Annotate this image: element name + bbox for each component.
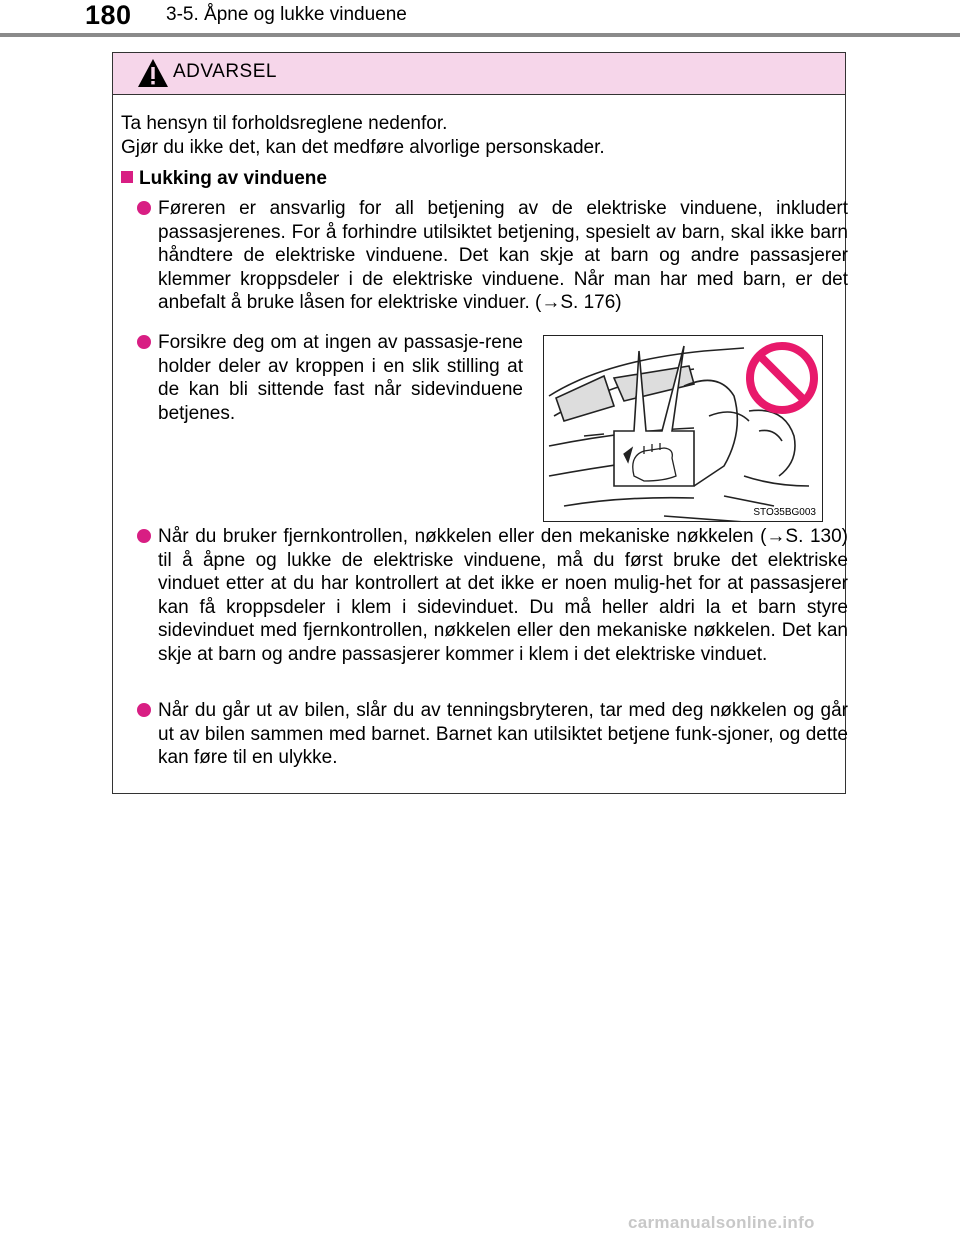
bullet-dot-icon bbox=[137, 703, 151, 717]
page-header bbox=[0, 0, 960, 40]
warning-title: ADVARSEL bbox=[173, 61, 277, 82]
bullet-text: Forsikre deg om at ingen av passasje-rene holder deler av kroppen i en slik stilling at de kan bli sittende fast når sidevinduene betjenes. bbox=[158, 332, 523, 424]
bullet-dot-icon bbox=[137, 335, 151, 349]
bullet-text: Når du bruker fjernkontrollen, nøkkelen eller den mekaniske nøkkelen (→S. 130) til å åpne og lukke de elektriske vinduene, må du først bruke det elektriske vinduet etter at du har kontrollert at det ikke er noen mulig-het for at passasjerer kan få kroppsdeler i klem i sidevinduet. Du må heller aldri la et barn styre sidevinduet med fjernkontrollen, nøkkelen eller den mekaniske nøkkelen. Det kan skje at barn og andre passasjerer kommer i klem i det elektriske vinduet. bbox=[158, 526, 848, 665]
bullet-dot-icon bbox=[137, 529, 151, 543]
intro-line-1: Ta hensyn til forholdsreglene nedenfor. bbox=[121, 113, 448, 134]
footer-watermark: carmanualsonline.info bbox=[628, 1213, 815, 1232]
bullet-text: Når du går ut av bilen, slår du av tenningsbryteren, tar med deg nøkkelen og går ut av bilen sammen med barnet. Barnet kan utilsiktet betjene funk-sjoner, og dette kan føre til en ulykke. bbox=[158, 700, 848, 768]
page-number: 180 bbox=[85, 0, 132, 30]
header-divider bbox=[0, 33, 960, 37]
intro-line-2: Gjør du ikke det, kan det medføre alvorlige personskader. bbox=[121, 136, 605, 158]
subheading bbox=[121, 167, 327, 191]
car-window-illustration bbox=[543, 335, 823, 522]
warning-box bbox=[112, 52, 846, 794]
bullet-dot-icon bbox=[137, 201, 151, 215]
warning-triangle-icon bbox=[137, 58, 169, 88]
prohibition-sign-icon bbox=[750, 346, 814, 410]
square-bullet-icon bbox=[121, 171, 133, 183]
warning-header bbox=[113, 53, 845, 95]
section-title: 3-5. Åpne og lukke vinduene bbox=[166, 4, 407, 25]
intro-text bbox=[121, 112, 831, 159]
subheading-label: Lukking av vinduene bbox=[139, 168, 327, 189]
bullet-text: Føreren er ansvarlig for all betjening av de elektriske vinduene, inkludert passasjerenes. For å forhindre utilsiktet betjening, spesielt av barn, skal ikke barn håndtere de elektriske vinduene. Det kan skje at barn og andre passasjerer klemmer kroppsdeler i de elektriske vinduene. Når man har med barn, er det anbefalt å bruke låsen for elektriske vinduer. (→S. 176) bbox=[158, 198, 848, 313]
illustration-code: STO35BG003 bbox=[753, 507, 816, 518]
car-interior-drawing bbox=[544, 336, 823, 522]
